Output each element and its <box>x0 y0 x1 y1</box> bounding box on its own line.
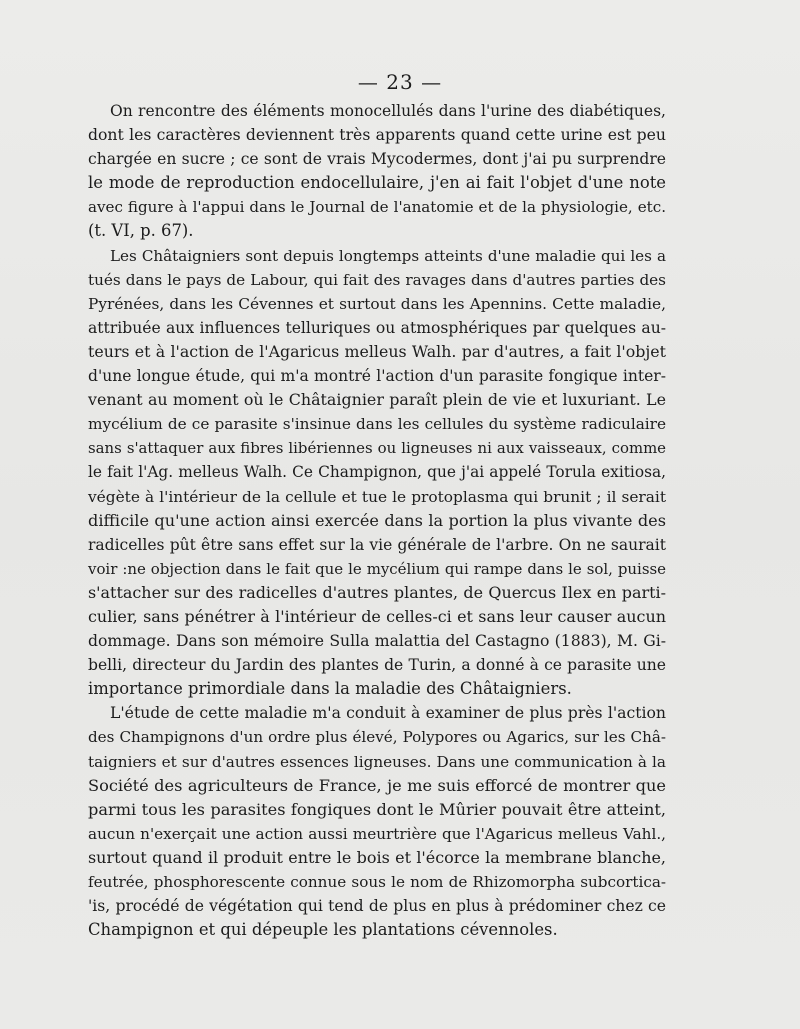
text-line: 'is, procédé de végétation qui tend de plus en plus à prédominer chez ce <box>88 897 666 916</box>
page-number: — 23 — <box>357 70 443 94</box>
text-line: culier, sans pénétrer à l'intérieur de celles-ci et sans leur causer aucun <box>88 606 666 626</box>
text-line: le fait l'Ag. melleus Walh. Ce Champignon, que j'ai appelé Torula exitiosa, <box>88 463 666 482</box>
text-line: végète à l'intérieur de la cellule et tue le protoplasma qui brunit ; il serait <box>88 487 666 506</box>
text-line: L'étude de cette maladie m'a conduit à examiner de plus près l'action <box>110 703 666 723</box>
text-line: feutrée, phosphorescente connue sous le nom de Rhizomorpha subcortica- <box>88 873 666 891</box>
text-line: attribuée aux influences telluriques ou atmosphériques par quelques au- <box>88 318 666 337</box>
text-line: surtout quand il produit entre le bois et l'écorce la membrane blanche, <box>88 847 666 867</box>
text-line: (t. VI, p. 67). <box>88 221 194 241</box>
text-line: Les Châtaigniers sont depuis longtemps atteints d'une maladie qui les a <box>110 246 666 265</box>
text-line: voir :ne objection dans le fait que le mycélium qui rampe dans le sol, puisse <box>88 559 666 578</box>
text-line: mycélium de ce parasite s'insinue dans les cellules du système radiculaire <box>88 415 666 434</box>
text-line: s'attacher sur des radicelles d'autres plantes, de Quercus Ilex en parti- <box>88 582 666 602</box>
text-line: chargée en sucre ; ce sont de vrais Mycodermes, dont j'ai pu surprendre <box>88 150 666 169</box>
text-line: Pyrénées, dans les Cévennes et surtout dans les Apennins. Cette maladie, <box>88 294 666 313</box>
text-line: parmi tous les parasites fongiques dont le Mûrier pouvait être atteint, <box>88 799 666 819</box>
text-line: importance primordiale dans la maladie des Châtaigniers. <box>88 679 572 699</box>
text-line: dommage. Dans son mémoire Sulla malattia del Castagno (1883), M. Gi- <box>88 631 666 651</box>
text-line: aucun n'exerçait une action aussi meurtrière que l'Agaricus melleus Vahl., <box>88 824 666 843</box>
text-line: belli, directeur du Jardin des plantes de Turin, a donné à ce parasite une <box>88 656 666 675</box>
body-text <box>88 99 666 942</box>
text-line: teurs et à l'action de l'Agaricus melleus Walh. par d'autres, a fait l'objet <box>88 341 666 361</box>
text-line: avec figure à l'appui dans le Journal de l'anatomie et de la physiologie, etc. <box>88 198 666 217</box>
text-line: taigniers et sur d'autres essences ligneuses. Dans une communication à la <box>88 752 666 771</box>
text-line: d'une longue étude, qui m'a montré l'action d'un parasite fongique inter- <box>88 367 666 386</box>
text-line: On rencontre des éléments monocellulés dans l'urine des diabétiques, <box>110 102 666 120</box>
text-line: radicelles pût être sans effet sur la vie générale de l'arbre. On ne saurait <box>88 535 666 554</box>
text-line: sans s'attaquer aux fibres libériennes ou ligneuses ni aux vaisseaux, comme <box>88 439 666 458</box>
text-line: venant au moment où le Châtaignier paraît plein de vie et luxuriant. Le <box>88 390 666 410</box>
text-line: tués dans le pays de Labour, qui fait des ravages dans d'autres parties des <box>88 270 666 289</box>
text-line: difficile qu'une action ainsi exercée dans la portion la plus vivante des <box>88 510 666 530</box>
text-line: le mode de reproduction endocellulaire, j'en ai fait l'objet d'une note <box>88 173 666 193</box>
text-line: Champignon et qui dépeuple les plantations cévennoles. <box>88 920 558 940</box>
text-line: des Champignons d'un ordre plus élevé, Polypores ou Agarics, sur les Châ- <box>88 728 666 747</box>
text-line: Société des agriculteurs de France, je me suis efforcé de montrer que <box>88 775 666 795</box>
text-line: dont les caractères deviennent très apparents quand cette urine est peu <box>88 125 666 145</box>
